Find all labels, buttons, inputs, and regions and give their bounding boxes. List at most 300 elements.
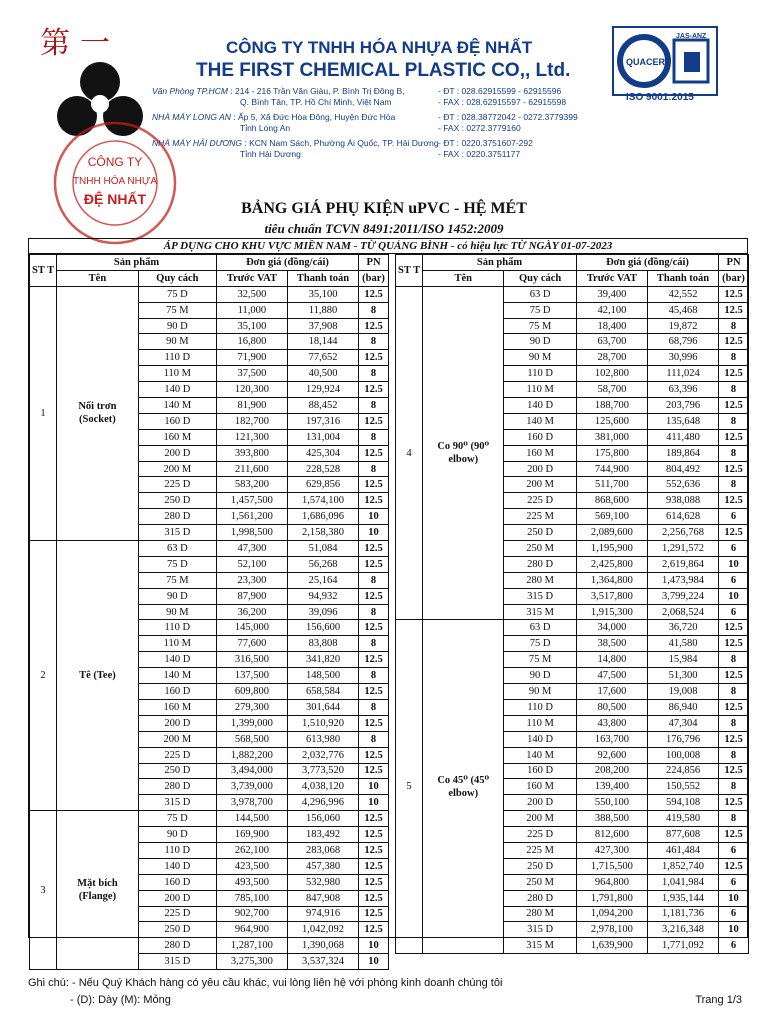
- cell-pn: 12.5: [359, 541, 389, 557]
- cell-spec: 280 D: [504, 890, 577, 906]
- cell-pn: 10: [719, 890, 749, 906]
- cell-pn: 8: [719, 747, 749, 763]
- cell-pn: 8: [719, 382, 749, 398]
- document-subtitle: tiêu chuẩn TCVN 8491:2011/ISO 1452:2009: [264, 221, 504, 236]
- cell-spec: 75 D: [504, 636, 577, 652]
- cell-before-vat: 145,000: [216, 620, 287, 636]
- office-phone: - ĐT : 028.62915599 - 62915596: [438, 86, 562, 96]
- cell-before-vat: 568,500: [216, 731, 287, 747]
- cell-spec: 200 D: [138, 715, 216, 731]
- cell-spec: 160 M: [138, 699, 216, 715]
- cell-total: 301,644: [287, 699, 358, 715]
- cell-total: 36,720: [647, 620, 718, 636]
- cell-pn: 12.5: [359, 445, 389, 461]
- table-row: [30, 286, 389, 302]
- cell-before-vat: 1,364,800: [576, 572, 647, 588]
- col-product: Sản phẩm: [423, 255, 577, 271]
- col-spec: Quy cách: [138, 270, 216, 286]
- cell-before-vat: 423,500: [216, 858, 287, 874]
- cell-spec: 75 M: [138, 572, 216, 588]
- company-name-en: THE FIRST CHEMICAL PLASTIC CO,, Ltd.: [196, 60, 571, 81]
- cell-pn: 12.5: [359, 382, 389, 398]
- cell-before-vat: 3,517,800: [576, 588, 647, 604]
- office-fax: - FAX : 0220.3751177: [438, 149, 521, 159]
- office-longan-contact: [438, 112, 578, 134]
- price-table-right: [395, 254, 749, 954]
- cell-pn: 8: [359, 334, 389, 350]
- cell-before-vat: 1,457,500: [216, 493, 287, 509]
- cell-total: 457,380: [287, 858, 358, 874]
- cell-total: 41,580: [647, 636, 718, 652]
- cell-pn: 12.5: [359, 477, 389, 493]
- cell-pn: 12.5: [719, 636, 749, 652]
- cell-before-vat: 23,300: [216, 572, 287, 588]
- cell-pn: 10: [719, 588, 749, 604]
- cert-brand-text: QUACERT: [626, 57, 671, 67]
- cell-spec: 315 M: [504, 938, 577, 954]
- cell-before-vat: 1,715,500: [576, 858, 647, 874]
- cell-before-vat: 1,791,800: [576, 890, 647, 906]
- cell-total: 1,574,100: [287, 493, 358, 509]
- cell-total: 68,796: [647, 334, 718, 350]
- cell-pn: 10: [359, 954, 389, 970]
- cell-spec: 63 D: [138, 541, 216, 557]
- cell-spec: 110 D: [504, 366, 577, 382]
- cell-total: 86,940: [647, 699, 718, 715]
- cell-total: 83,808: [287, 636, 358, 652]
- cell-pn: 12.5: [719, 366, 749, 382]
- cell-total: 4,038,120: [287, 779, 358, 795]
- cell-total: 100,008: [647, 747, 718, 763]
- cell-spec: 110 D: [504, 699, 577, 715]
- table-row: [396, 620, 749, 636]
- cell-before-vat: 785,100: [216, 890, 287, 906]
- cell-spec: 63 D: [504, 286, 577, 302]
- cell-total: 35,100: [287, 286, 358, 302]
- table-row: [396, 286, 749, 302]
- price-table-right-body: [396, 286, 749, 953]
- cell-spec: 160 M: [138, 429, 216, 445]
- effective-date-banner: ÁP DỤNG CHO KHU VỰC MIỀN NAM - TỪ QUẢNG BÌNH - có hiệu lực TỪ NGÀY 01-07-2023: [29, 239, 747, 254]
- cell-total: 419,580: [647, 811, 718, 827]
- cell-pn: 6: [719, 572, 749, 588]
- col-before-vat: Trước VAT: [576, 270, 647, 286]
- cell-before-vat: 744,900: [576, 461, 647, 477]
- footer-note: Ghi chú: - Nếu Quý Khách hàng có yêu cầu khác, vui lòng liên hệ với phòng kinh doanh chúng tôi: [28, 977, 503, 989]
- col-unit-price: Đơn giá (đồng/cái): [576, 255, 718, 271]
- cell-before-vat: 121,300: [216, 429, 287, 445]
- cell-total: 148,500: [287, 668, 358, 684]
- cell-pn: 12.5: [719, 858, 749, 874]
- cell-spec: 315 M: [504, 604, 577, 620]
- cell-total: 1,291,572: [647, 541, 718, 557]
- cell-spec: 90 D: [138, 318, 216, 334]
- cell-total: 3,799,224: [647, 588, 718, 604]
- cell-before-vat: 34,000: [576, 620, 647, 636]
- cell-total: 1,771,092: [647, 938, 718, 954]
- page-number: Trang 1/3: [695, 994, 742, 1006]
- cell-before-vat: 3,978,700: [216, 795, 287, 811]
- cell-before-vat: 964,800: [576, 874, 647, 890]
- footer-legend: - (D): Dày (M): Mỏng: [70, 994, 171, 1006]
- cell-total: 150,552: [647, 779, 718, 795]
- cell-total: 532,980: [287, 874, 358, 890]
- cell-total: 2,256,768: [647, 525, 718, 541]
- cell-total: 224,856: [647, 763, 718, 779]
- cell-pn: 12.5: [719, 286, 749, 302]
- cell-spec: 63 D: [504, 620, 577, 636]
- cell-pn: 12.5: [359, 811, 389, 827]
- cell-before-vat: 609,800: [216, 684, 287, 700]
- cell-total: 25,164: [287, 572, 358, 588]
- cell-pn: 12.5: [359, 588, 389, 604]
- cell-total: 1,042,092: [287, 922, 358, 938]
- cell-total: 19,008: [647, 684, 718, 700]
- cell-before-vat: 47,300: [216, 541, 287, 557]
- cell-total: 594,108: [647, 795, 718, 811]
- cell-spec: 90 M: [138, 604, 216, 620]
- cell-pn: 8: [359, 731, 389, 747]
- cell-pn: 10: [359, 938, 389, 954]
- col-spec: Quy cách: [504, 270, 577, 286]
- cell-total: 18,144: [287, 334, 358, 350]
- document-title: BẢNG GIÁ PHỤ KIỆN uPVC - HỆ MÉT: [241, 200, 527, 217]
- cell-total: 203,796: [647, 398, 718, 414]
- cell-spec: 140 D: [138, 652, 216, 668]
- cell-spec: 200 D: [138, 445, 216, 461]
- cell-total: 42,552: [647, 286, 718, 302]
- cell-total: 341,820: [287, 652, 358, 668]
- cell-pn: 12.5: [719, 334, 749, 350]
- cell-total: 938,088: [647, 493, 718, 509]
- cell-spec: 140 M: [504, 413, 577, 429]
- cell-total: 3,773,520: [287, 763, 358, 779]
- company-name-vn: CÔNG TY TNHH HÓA NHỰA ĐỆ NHẤT: [226, 38, 533, 57]
- cell-pn: 8: [719, 715, 749, 731]
- cert-badge-text: JAS-ANZ: [676, 33, 707, 40]
- cell-spec: 140 M: [138, 398, 216, 414]
- cell-before-vat: 427,300: [576, 842, 647, 858]
- cell-spec: 110 M: [138, 636, 216, 652]
- group-stt: 3: [30, 811, 57, 970]
- cell-total: 129,924: [287, 382, 358, 398]
- col-name: Tên: [57, 270, 139, 286]
- cell-before-vat: 964,900: [216, 922, 287, 938]
- cell-before-vat: 3,494,000: [216, 763, 287, 779]
- cell-pn: 6: [719, 842, 749, 858]
- cell-spec: 75 M: [504, 652, 577, 668]
- cell-total: 77,652: [287, 350, 358, 366]
- cell-spec: 280 D: [504, 556, 577, 572]
- cell-pn: 12.5: [359, 350, 389, 366]
- cell-before-vat: 175,800: [576, 445, 647, 461]
- cell-pn: 12.5: [719, 731, 749, 747]
- cell-pn: 6: [719, 509, 749, 525]
- office-haiduong: [152, 138, 439, 160]
- quacert-icon: [614, 28, 716, 94]
- cell-pn: 12.5: [359, 684, 389, 700]
- cell-before-vat: 2,089,600: [576, 525, 647, 541]
- col-name: Tên: [423, 270, 504, 286]
- cell-spec: 280 D: [138, 509, 216, 525]
- cell-total: 51,300: [647, 668, 718, 684]
- cell-pn: 12.5: [359, 890, 389, 906]
- cell-before-vat: 381,000: [576, 429, 647, 445]
- cell-before-vat: 17,600: [576, 684, 647, 700]
- cell-spec: 90 M: [504, 684, 577, 700]
- logo-chinese-text: 第一: [40, 26, 120, 61]
- cell-pn: 6: [719, 604, 749, 620]
- cell-before-vat: 902,700: [216, 906, 287, 922]
- cell-total: 63,396: [647, 382, 718, 398]
- cell-pn: 10: [359, 779, 389, 795]
- cell-spec: 250 M: [504, 541, 577, 557]
- office-label: NHÀ MÁY LONG AN: [152, 112, 231, 122]
- cell-spec: 75 D: [138, 811, 216, 827]
- group-product-name: Tê (Tee): [57, 541, 139, 811]
- cell-before-vat: 1,195,900: [576, 541, 647, 557]
- cell-before-vat: 137,500: [216, 668, 287, 684]
- cell-spec: 200 M: [504, 811, 577, 827]
- cell-before-vat: 58,700: [576, 382, 647, 398]
- cell-total: 804,492: [647, 461, 718, 477]
- cell-spec: 160 D: [504, 429, 577, 445]
- cell-total: 37,908: [287, 318, 358, 334]
- cell-pn: 10: [359, 525, 389, 541]
- cell-spec: 110 D: [138, 350, 216, 366]
- cell-spec: 250 D: [138, 763, 216, 779]
- cell-pn: 8: [359, 429, 389, 445]
- cell-total: 94,932: [287, 588, 358, 604]
- cell-spec: 140 M: [138, 668, 216, 684]
- cell-pn: 10: [359, 795, 389, 811]
- cell-total: 552,636: [647, 477, 718, 493]
- cell-spec: 110 M: [504, 382, 577, 398]
- cell-pn: 10: [719, 556, 749, 572]
- col-pn: PN: [719, 255, 749, 271]
- cell-before-vat: 583,200: [216, 477, 287, 493]
- cell-pn: 12.5: [359, 620, 389, 636]
- cell-spec: 90 D: [504, 334, 577, 350]
- cell-before-vat: 493,500: [216, 874, 287, 890]
- cell-spec: 225 D: [138, 477, 216, 493]
- office-haiduong-contact: [438, 138, 533, 160]
- cell-spec: 140 M: [504, 747, 577, 763]
- iso-label: ISO 9001:2015: [626, 92, 694, 103]
- col-pn: PN: [359, 255, 389, 271]
- col-unit-price: Đơn giá (đồng/cái): [216, 255, 358, 271]
- office-fax: - FAX : 0272.3779160: [438, 123, 521, 133]
- cell-pn: 8: [719, 477, 749, 493]
- cell-total: 613,980: [287, 731, 358, 747]
- cell-before-vat: 77,600: [216, 636, 287, 652]
- cell-pn: 8: [359, 302, 389, 318]
- cell-spec: 90 D: [138, 588, 216, 604]
- cell-pn: 12.5: [359, 747, 389, 763]
- office-label: NHÀ MÁY HẢI DƯƠNG: [152, 138, 242, 148]
- cell-spec: 250 D: [504, 525, 577, 541]
- cell-pn: 8: [719, 684, 749, 700]
- cell-pn: 12.5: [359, 652, 389, 668]
- cell-spec: 250 D: [504, 858, 577, 874]
- cell-spec: 140 D: [504, 731, 577, 747]
- cell-before-vat: 262,100: [216, 842, 287, 858]
- cell-pn: 6: [719, 938, 749, 954]
- cell-spec: 225 M: [504, 842, 577, 858]
- cell-before-vat: 28,700: [576, 350, 647, 366]
- cell-spec: 75 M: [138, 302, 216, 318]
- cell-pn: 12.5: [719, 620, 749, 636]
- col-total: Thanh toán: [287, 270, 358, 286]
- cell-pn: 8: [359, 699, 389, 715]
- cell-total: 47,304: [647, 715, 718, 731]
- office-label: Văn Phòng TP.HCM: [152, 86, 228, 96]
- cell-total: 131,004: [287, 429, 358, 445]
- cell-spec: 90 D: [138, 827, 216, 843]
- price-table-left-body: [30, 286, 389, 969]
- cell-spec: 160 D: [138, 874, 216, 890]
- cell-spec: 110 D: [138, 620, 216, 636]
- group-product-name: Nối trơn (Socket): [57, 286, 139, 540]
- cell-before-vat: 47,500: [576, 668, 647, 684]
- cell-total: 40,500: [287, 366, 358, 382]
- office-hcm: [152, 86, 405, 108]
- cell-pn: 12.5: [719, 827, 749, 843]
- cell-pn: 12.5: [359, 842, 389, 858]
- cell-spec: 90 D: [504, 668, 577, 684]
- cell-pn: 12.5: [719, 699, 749, 715]
- cell-total: 2,032,776: [287, 747, 358, 763]
- cell-before-vat: 169,900: [216, 827, 287, 843]
- cell-before-vat: 1,399,000: [216, 715, 287, 731]
- cell-pn: 12.5: [359, 286, 389, 302]
- office-address-line2: Q. Bình Tân, TP. Hồ Chí Minh, Việt Nam: [240, 97, 392, 107]
- cell-pn: 8: [359, 398, 389, 414]
- cell-before-vat: 144,500: [216, 811, 287, 827]
- cell-spec: 110 D: [138, 842, 216, 858]
- cell-total: 1,473,984: [647, 572, 718, 588]
- cell-total: 658,584: [287, 684, 358, 700]
- cell-before-vat: 163,700: [576, 731, 647, 747]
- cell-before-vat: 32,500: [216, 286, 287, 302]
- cell-pn: 12.5: [359, 413, 389, 429]
- cell-pn: 10: [359, 509, 389, 525]
- letterhead: [0, 0, 768, 207]
- cell-before-vat: 39,400: [576, 286, 647, 302]
- cell-before-vat: 211,600: [216, 461, 287, 477]
- cell-before-vat: 52,100: [216, 556, 287, 572]
- cell-spec: 75 M: [504, 318, 577, 334]
- cell-pn: 12.5: [359, 906, 389, 922]
- cell-total: 156,060: [287, 811, 358, 827]
- cell-pn: 8: [719, 652, 749, 668]
- cell-pn: 12.5: [359, 922, 389, 938]
- office-phone: - ĐT : 0220.3751607-292: [438, 138, 533, 148]
- price-table-left: [29, 254, 389, 970]
- cell-total: 39,096: [287, 604, 358, 620]
- cell-before-vat: 393,800: [216, 445, 287, 461]
- cell-total: 2,158,380: [287, 525, 358, 541]
- cell-before-vat: 316,500: [216, 652, 287, 668]
- cell-spec: 75 D: [504, 302, 577, 318]
- cell-before-vat: 868,600: [576, 493, 647, 509]
- cell-before-vat: 63,700: [576, 334, 647, 350]
- cell-spec: 315 D: [504, 588, 577, 604]
- col-stt: ST T: [396, 255, 423, 287]
- cell-pn: 8: [359, 366, 389, 382]
- cell-spec: 75 D: [138, 286, 216, 302]
- cell-total: 197,316: [287, 413, 358, 429]
- cell-before-vat: 11,000: [216, 302, 287, 318]
- cell-pn: 12.5: [359, 493, 389, 509]
- cell-total: 156,600: [287, 620, 358, 636]
- cell-total: 135,648: [647, 413, 718, 429]
- cell-spec: 90 M: [138, 334, 216, 350]
- group-stt: 4: [396, 286, 423, 620]
- cell-before-vat: 550,100: [576, 795, 647, 811]
- group-stt: 5: [396, 620, 423, 954]
- stamp-line-2: TNHH HÓA NHỰA: [72, 176, 158, 187]
- cell-spec: 160 D: [138, 413, 216, 429]
- cell-before-vat: 81,900: [216, 398, 287, 414]
- office-hcm-contact: [438, 86, 566, 108]
- cell-pn: 8: [359, 604, 389, 620]
- cell-pn: 6: [719, 906, 749, 922]
- cell-spec: 315 D: [504, 922, 577, 938]
- cell-spec: 225 M: [504, 509, 577, 525]
- group-stt: 1: [30, 286, 57, 540]
- cell-spec: 140 D: [504, 398, 577, 414]
- office-address-line2: Tỉnh Hải Dương: [240, 149, 301, 159]
- cell-spec: 160 M: [504, 445, 577, 461]
- cell-before-vat: 1,998,500: [216, 525, 287, 541]
- cell-total: 1,181,736: [647, 906, 718, 922]
- cell-pn: 12.5: [359, 763, 389, 779]
- cell-spec: 140 D: [138, 382, 216, 398]
- cell-before-vat: 1,882,200: [216, 747, 287, 763]
- cell-pn: 8: [359, 636, 389, 652]
- office-address: : 214 - 216 Trần Văn Giàu, P. Bình Trị Đông B,: [230, 86, 405, 96]
- cell-total: 1,390,068: [287, 938, 358, 954]
- cell-before-vat: 125,600: [576, 413, 647, 429]
- cell-pn: 12.5: [719, 302, 749, 318]
- group-stt: 2: [30, 541, 57, 811]
- cell-before-vat: 80,500: [576, 699, 647, 715]
- cell-pn: 8: [719, 413, 749, 429]
- cell-total: 974,916: [287, 906, 358, 922]
- cell-total: 614,628: [647, 509, 718, 525]
- cell-before-vat: 1,287,100: [216, 938, 287, 954]
- col-bar: (bar): [719, 270, 749, 286]
- cell-spec: 225 D: [504, 493, 577, 509]
- table-row: [30, 541, 389, 557]
- cell-before-vat: 2,425,800: [576, 556, 647, 572]
- cell-spec: 225 D: [138, 747, 216, 763]
- cell-total: 2,619,864: [647, 556, 718, 572]
- cell-spec: 315 D: [138, 525, 216, 541]
- office-address: : Ấp 5, Xã Đức Hòa Đông, Huyện Đức Hòa: [233, 112, 396, 122]
- col-bar: (bar): [359, 270, 389, 286]
- group-product-name: Mặt bích (Flange): [57, 811, 139, 970]
- cell-before-vat: 139,400: [576, 779, 647, 795]
- cell-spec: 200 M: [138, 461, 216, 477]
- office-address-line2: Tỉnh Long An: [240, 123, 291, 133]
- cell-total: 1,686,096: [287, 509, 358, 525]
- cell-pn: 12.5: [719, 668, 749, 684]
- cell-total: 189,864: [647, 445, 718, 461]
- cell-total: 283,068: [287, 842, 358, 858]
- cell-before-vat: 1,639,900: [576, 938, 647, 954]
